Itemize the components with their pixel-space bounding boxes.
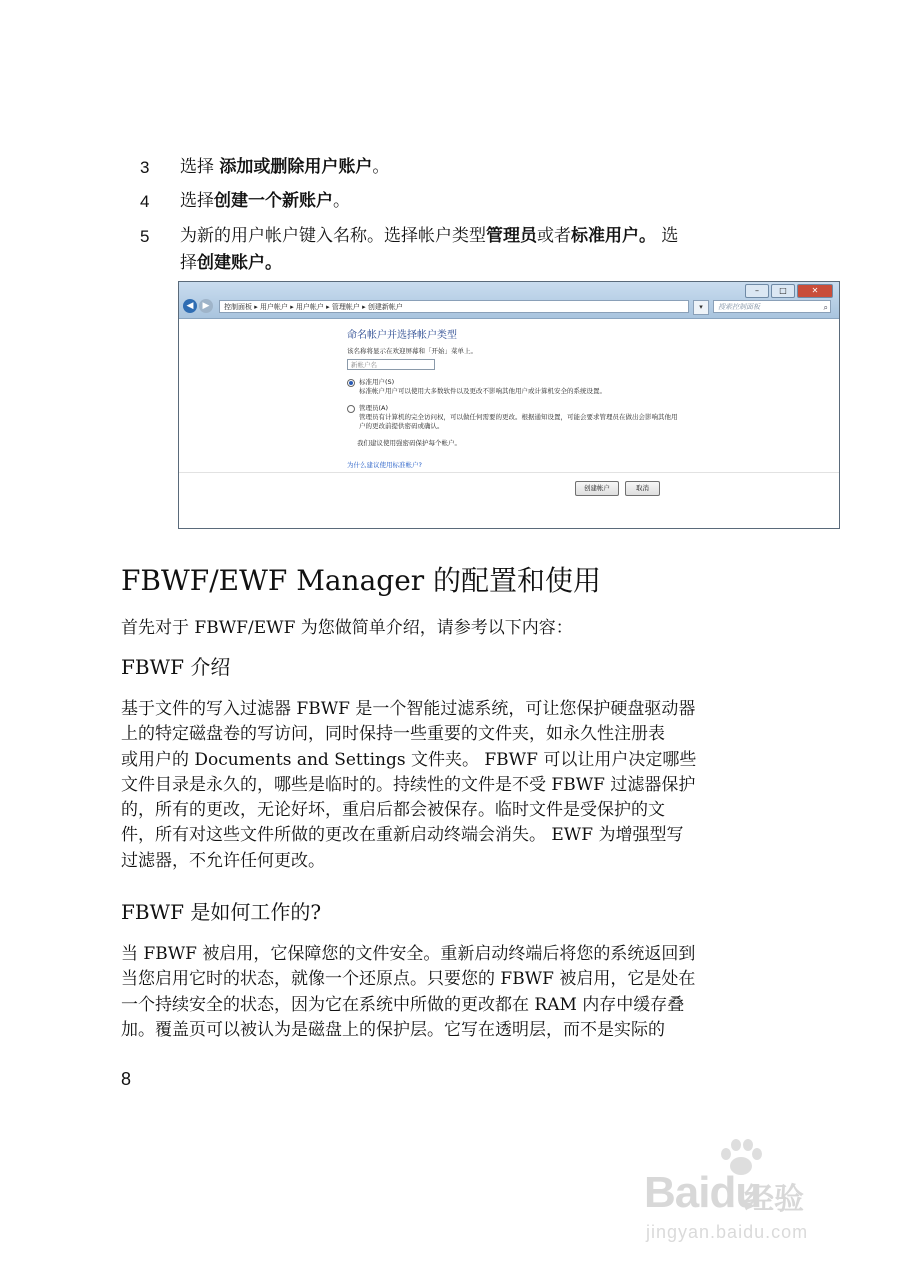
name-hint: 该名称将显示在欢迎屏幕和「开始」菜单上。 — [347, 347, 477, 355]
search-input[interactable] — [713, 300, 831, 313]
fbwf-intro-paragraph — [121, 697, 813, 874]
step-text: 择 — [180, 253, 197, 273]
fbwf-how-paragraph — [121, 942, 813, 1043]
why-standard-link[interactable]: 为什么建议使用标准帐户? — [347, 461, 422, 469]
address-bar[interactable]: 控制面板 ▸ 用户帐户 ▸ 用户帐户 ▸ 管理帐户 ▸ 创建新帐户 — [219, 300, 689, 313]
step-text: 选择 — [180, 191, 214, 211]
dialog-title: 命名帐户并选择帐户类型 — [347, 330, 457, 341]
create-account-screenshot — [178, 281, 840, 529]
step-bold-text: 标准用户。 — [571, 226, 656, 246]
section-heading-intro: FBWF 介绍 — [121, 655, 231, 679]
back-arrow-icon[interactable]: ◀ — [183, 299, 197, 313]
step-text: 或者 — [537, 226, 571, 246]
step-bold-text: 创建一个新账户 — [214, 191, 333, 211]
admin-desc: 管理员有计算机的完全访问权，可以做任何需要的更改。根据通知设置，可能会要求管理员在做出会影响其他用户的更改前提供密码或确认。 — [359, 413, 678, 430]
step-text: 选择 — [180, 157, 220, 177]
step-text-end: 。 — [333, 191, 350, 211]
minimize-icon[interactable]: – — [745, 284, 769, 298]
watermark-brand: Baidu — [644, 1168, 762, 1217]
search-icon: ⌕ — [823, 303, 828, 312]
dialog-buttons — [575, 481, 660, 496]
window-controls — [745, 284, 833, 298]
watermark-jingyan: 经验 — [744, 1182, 804, 1217]
forward-arrow-icon[interactable]: ▶ — [199, 299, 213, 313]
baidu-jingyan-watermark — [636, 1138, 856, 1248]
admin-label: 管理员(A) — [359, 404, 389, 412]
step-bold-text: 创建账户。 — [197, 253, 282, 273]
option-standard-user[interactable] — [347, 378, 697, 396]
nav-buttons — [183, 299, 213, 313]
paragraph-line: 过滤器，不允许任何更改。 — [121, 850, 325, 871]
step-number: 4 — [140, 192, 150, 211]
window-chrome — [179, 282, 839, 319]
account-name-input[interactable]: 新帐户名 — [347, 359, 435, 370]
search-placeholder: 搜索控制面板 — [718, 303, 760, 311]
step-number: 3 — [140, 158, 150, 177]
paragraph-line: 文件目录是永久的，哪些是临时的。持续性的文件是不受 FBWF 过滤器保护 — [121, 774, 696, 795]
create-account-form — [347, 326, 697, 469]
radio-standard[interactable] — [347, 379, 355, 387]
maximize-icon[interactable]: □ — [771, 284, 795, 298]
step-4 — [140, 188, 820, 215]
step-bold-text: 管理员 — [486, 226, 537, 246]
cancel-button[interactable]: 取消 — [625, 481, 660, 496]
paragraph-line: 或用户的 Documents and Settings 文件夹。 FBWF 可以让用户决定哪些 — [121, 749, 697, 770]
section-heading-how: FBWF 是如何工作的? — [121, 900, 322, 924]
paragraph-line: 加。覆盖页可以被认为是磁盘上的保护层。它写在透明层，而不是实际的 — [121, 1019, 665, 1040]
radio-admin[interactable] — [347, 405, 355, 413]
password-recommendation: 我们建议使用强密码保护每个帐户。 — [357, 439, 461, 447]
intro-text: 首先对于 FBWF/EWF 为您做简单介绍，请参考以下内容： — [121, 618, 573, 638]
step-3 — [140, 154, 820, 181]
paragraph-line: 基于文件的写入过滤器 FBWF 是一个智能过滤系统，可让您保护硬盘驱动器 — [121, 699, 696, 719]
watermark-url: jingyan.baidu.com — [646, 1222, 809, 1242]
page-number: 8 — [121, 1069, 132, 1089]
step-text: 为新的用户帐户键入名称。选择帐户类型 — [180, 226, 486, 246]
option-admin[interactable] — [347, 404, 697, 431]
paragraph-line: 上的特定磁盘卷的写访问，同时保持一些重要的文件夹，如永久性注册表 — [121, 724, 665, 745]
paragraph-line: 一个持续安全的状态，因为它在系统中所做的更改都在 RAM 内存中缓存叠 — [121, 994, 685, 1015]
step-5 — [140, 223, 820, 277]
step-text: 选 — [656, 226, 679, 246]
step-bold-text: 添加或删除用户账户 — [219, 157, 373, 177]
standard-user-desc: 标准帐户用户可以使用大多数软件以及更改不影响其他用户或计算机安全的系统设置。 — [359, 387, 606, 395]
paragraph-line: 的，所有的更改，无论好坏，重启后都会被保存。临时文件是受保护的文 — [121, 800, 665, 821]
step-text-end: 。 — [372, 157, 390, 177]
address-buttons — [693, 300, 709, 315]
paragraph-line: 件，所有对这些文件所做的更改在重新启动终端会消失。 EWF 为增强型写 — [121, 825, 684, 846]
paragraph-line: 当 FBWF 被启用，它保障您的文件安全。重新启动终端后将您的系统返回到 — [121, 944, 696, 964]
dropdown-arrow-icon[interactable]: ▾ — [693, 300, 709, 315]
divider — [179, 472, 839, 473]
create-account-button[interactable]: 创建帐户 — [575, 481, 619, 496]
step-number: 5 — [140, 227, 150, 246]
paragraph-line: 当您启用它时的状态，就像一个还原点。只要您的 FBWF 被启用，它是处在 — [121, 969, 696, 990]
main-heading: FBWF/EWF Manager 的配置和使用 — [121, 564, 602, 597]
standard-user-label: 标准用户(S) — [359, 378, 395, 386]
close-icon[interactable]: ✕ — [797, 284, 833, 298]
